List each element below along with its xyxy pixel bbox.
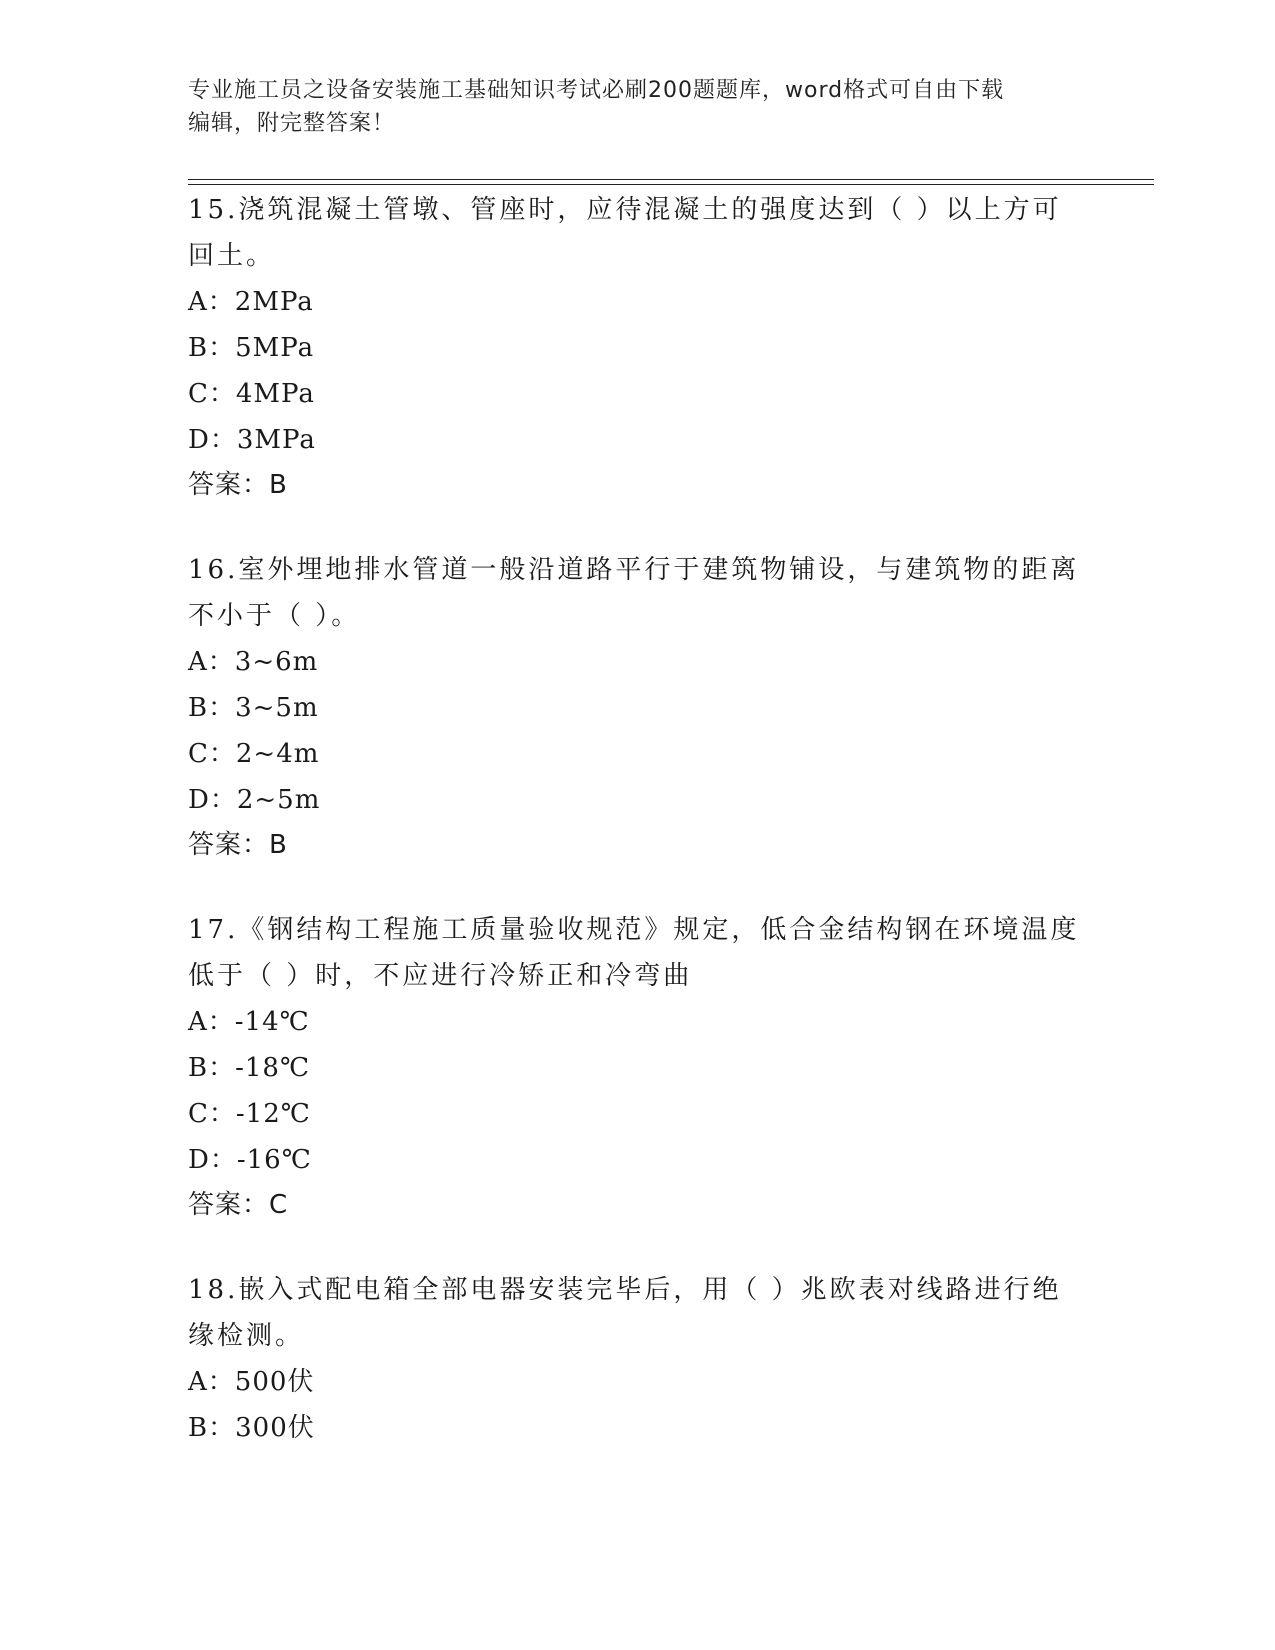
option-d: D：-16℃ xyxy=(188,1145,312,1175)
question-16 xyxy=(188,547,1088,867)
document-header xyxy=(188,74,1068,140)
header-line-2: 编辑，附完整答案！ xyxy=(188,111,396,136)
option-c: C：4MPa xyxy=(188,379,315,409)
question-stem xyxy=(188,907,1088,999)
question-stem-line: 缘检测。 xyxy=(188,1321,305,1351)
answer: 答案：B xyxy=(188,830,288,860)
option-a: A：3~6m xyxy=(188,647,319,677)
question-stem xyxy=(188,1267,1088,1359)
header-line-1: 专业施工员之设备安装施工基础知识考试必刷200题题库，word格式可自由下载 xyxy=(188,78,1005,103)
answer: 答案：B xyxy=(188,470,288,500)
question-stem-line: 18.嵌入式配电箱全部电器安装完毕后，用（ ）兆欧表对线路进行绝 xyxy=(188,1275,1062,1305)
option-c: C：2~4m xyxy=(188,739,320,769)
question-stem-line: 低于（ ）时，不应进行冷矫正和冷弯曲 xyxy=(188,961,693,991)
header-divider-top xyxy=(188,179,1154,180)
option-d: D：2~5m xyxy=(188,785,321,815)
question-stem-line: 不小于（ ）。 xyxy=(188,601,361,631)
question-15 xyxy=(188,187,1088,507)
question-stem-line: 15.浇筑混凝土管墩、管座时，应待混凝土的强度达到（ ）以上方可 xyxy=(188,195,1062,225)
option-a: A：-14℃ xyxy=(188,1007,310,1037)
answer: 答案：C xyxy=(188,1190,289,1220)
question-stem xyxy=(188,547,1088,639)
option-b: B：3~5m xyxy=(188,693,319,723)
question-stem xyxy=(188,187,1088,279)
option-a: A：500伏 xyxy=(188,1367,315,1397)
option-b: B：5MPa xyxy=(188,333,315,363)
option-b: B：300伏 xyxy=(188,1413,315,1443)
question-17 xyxy=(188,907,1088,1227)
option-d: D：3MPa xyxy=(188,425,316,455)
question-stem-line: 回土。 xyxy=(188,241,276,271)
option-c: C：-12℃ xyxy=(188,1099,311,1129)
question-18 xyxy=(188,1267,1088,1451)
option-b: B：-18℃ xyxy=(188,1053,311,1083)
question-stem-line: 16.室外埋地排水管道一般沿道路平行于建筑物铺设，与建筑物的距离 xyxy=(188,555,1080,585)
question-stem-line: 17.《钢结构工程施工质量验收规范》规定，低合金结构钢在环境温度 xyxy=(188,915,1080,945)
header-divider-bottom xyxy=(188,184,1154,185)
option-a: A：2MPa xyxy=(188,287,314,317)
